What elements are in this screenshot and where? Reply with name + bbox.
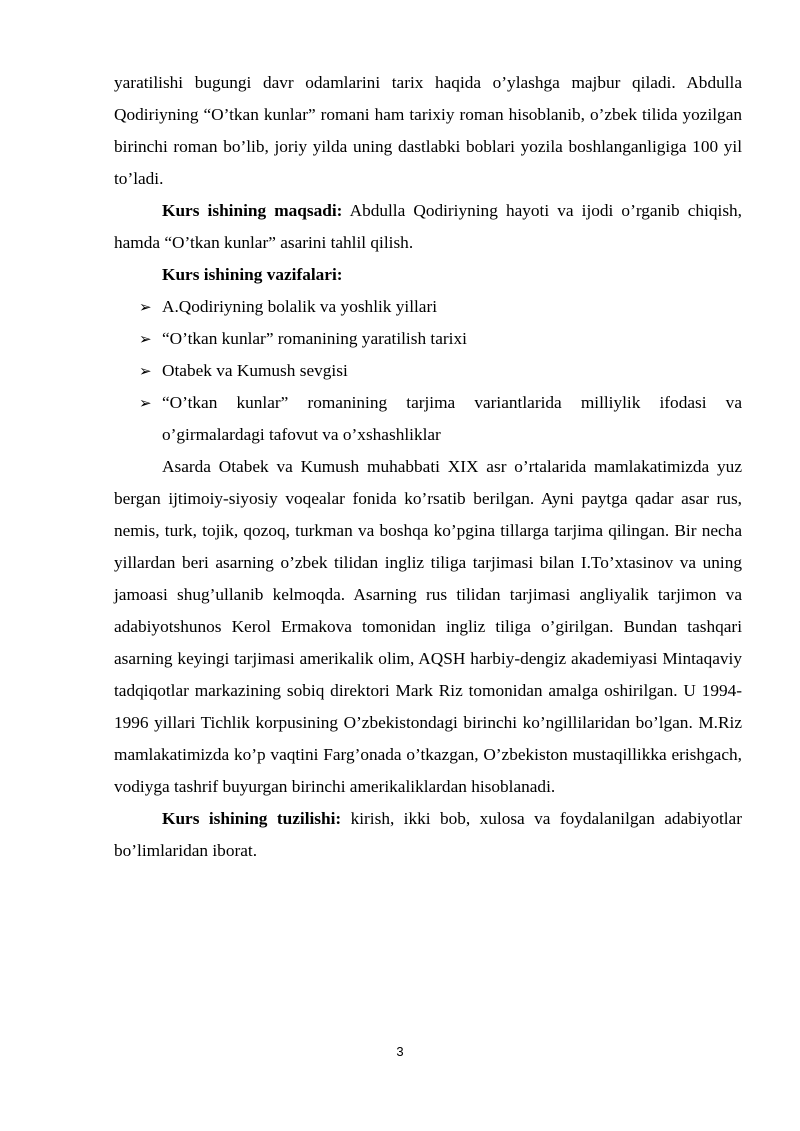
list-item-text: A.Qodiriyning bolalik va yoshlik yillari [162, 297, 438, 316]
structure-label: Kurs ishining tuzilishi: [162, 809, 342, 828]
tasks-heading: Kurs ishining vazifalari: [162, 265, 343, 284]
list-item [114, 355, 742, 387]
structure-paragraph [114, 803, 742, 867]
goal-text: Abdulla Qodiriyning hayoti va ijodi o’rganib chiqish, hamda “O’tkan kunlar” asarini tahlil qilish. [114, 201, 743, 252]
arrowhead-bullet-icon: ➢ [139, 362, 152, 380]
list-item [114, 387, 742, 451]
list-item-text: “O’tkan kunlar” romanining yaratilish tarixi [162, 329, 467, 348]
list-item-text: Otabek va Kumush sevgisi [162, 361, 348, 380]
goal-label: Kurs ishining maqsadi: [162, 201, 343, 220]
page-number: 3 [396, 1044, 404, 1059]
arrowhead-bullet-icon: ➢ [139, 394, 152, 412]
goal-paragraph [114, 195, 742, 259]
list-item [114, 323, 742, 355]
list-item-text: “O’tkan kunlar” romanining tarjima variantlarida milliylik ifodasi va o’girmalardagi tafovut va o’xshashliklar [162, 393, 742, 444]
tasks-list [114, 291, 742, 451]
main-paragraph: Asarda Otabek va Kumush muhabbati XIX asr o’rtalarida mamlakatimizda yuz bergan ijtimoiy-siyosiy voqealar fonida ko’rsatib berilgan. Ayni paytga qadar asar rus, nemis, turk, tojik, qozoq, turkman va boshqa ko’pgina tillarga tarjima qilingan. Bir necha yillardan beri asarning o’zbek tilidan ingliz tiliga tarjimasi bilan I.To’xtasinov va uning jamoasi shug’ullanib kelmoqda. Asarning rus tilidan tarjimasi angliyalik tarjimon va adabiyotshunos Kerol Ermakova tomonidan ingliz tiliga o’girilgan. Bundan tashqari asarning keyingi tarjimasi amerikalik olim, AQSH harbiy-dengiz akademiyasi Mintaqaviy tadqiqotlar markazining sobiq direktori Mark Riz tomonidan amalga oshirilgan. U 1994-1996 yillari Tichlik korpusining O’zbekistondagi birinchi ko’ngillilaridan bo’lgan. M.Riz mamlakatimizda ko’p vaqtini Farg’onada o’tkazgan, O’zbekiston mustaqillikka erishgach, vodiyga tashrif buyurgan birinchi amerikaliklardan hisoblanadi. [114, 457, 742, 796]
document-body [114, 67, 742, 867]
list-item [114, 291, 742, 323]
arrowhead-bullet-icon: ➢ [139, 298, 152, 316]
structure-text: kirish, ikki bob, xulosa va foydalanilgan adabiyotlar bo’limlaridan iborat. [114, 809, 742, 860]
arrowhead-bullet-icon: ➢ [139, 330, 152, 348]
opening-paragraph: yaratilishi bugungi davr odamlarini tarix haqida o’ylashga majbur qiladi. Abdulla Qodiriyning “O’tkan kunlar” romani ham tarixiy roman hisoblanib, o’zbek tilida yozilgan birinchi roman bo’lib, joriy yilda uning dastlabki boblari yozila boshlanganligiga 100 yil to’ladi. [114, 73, 742, 188]
